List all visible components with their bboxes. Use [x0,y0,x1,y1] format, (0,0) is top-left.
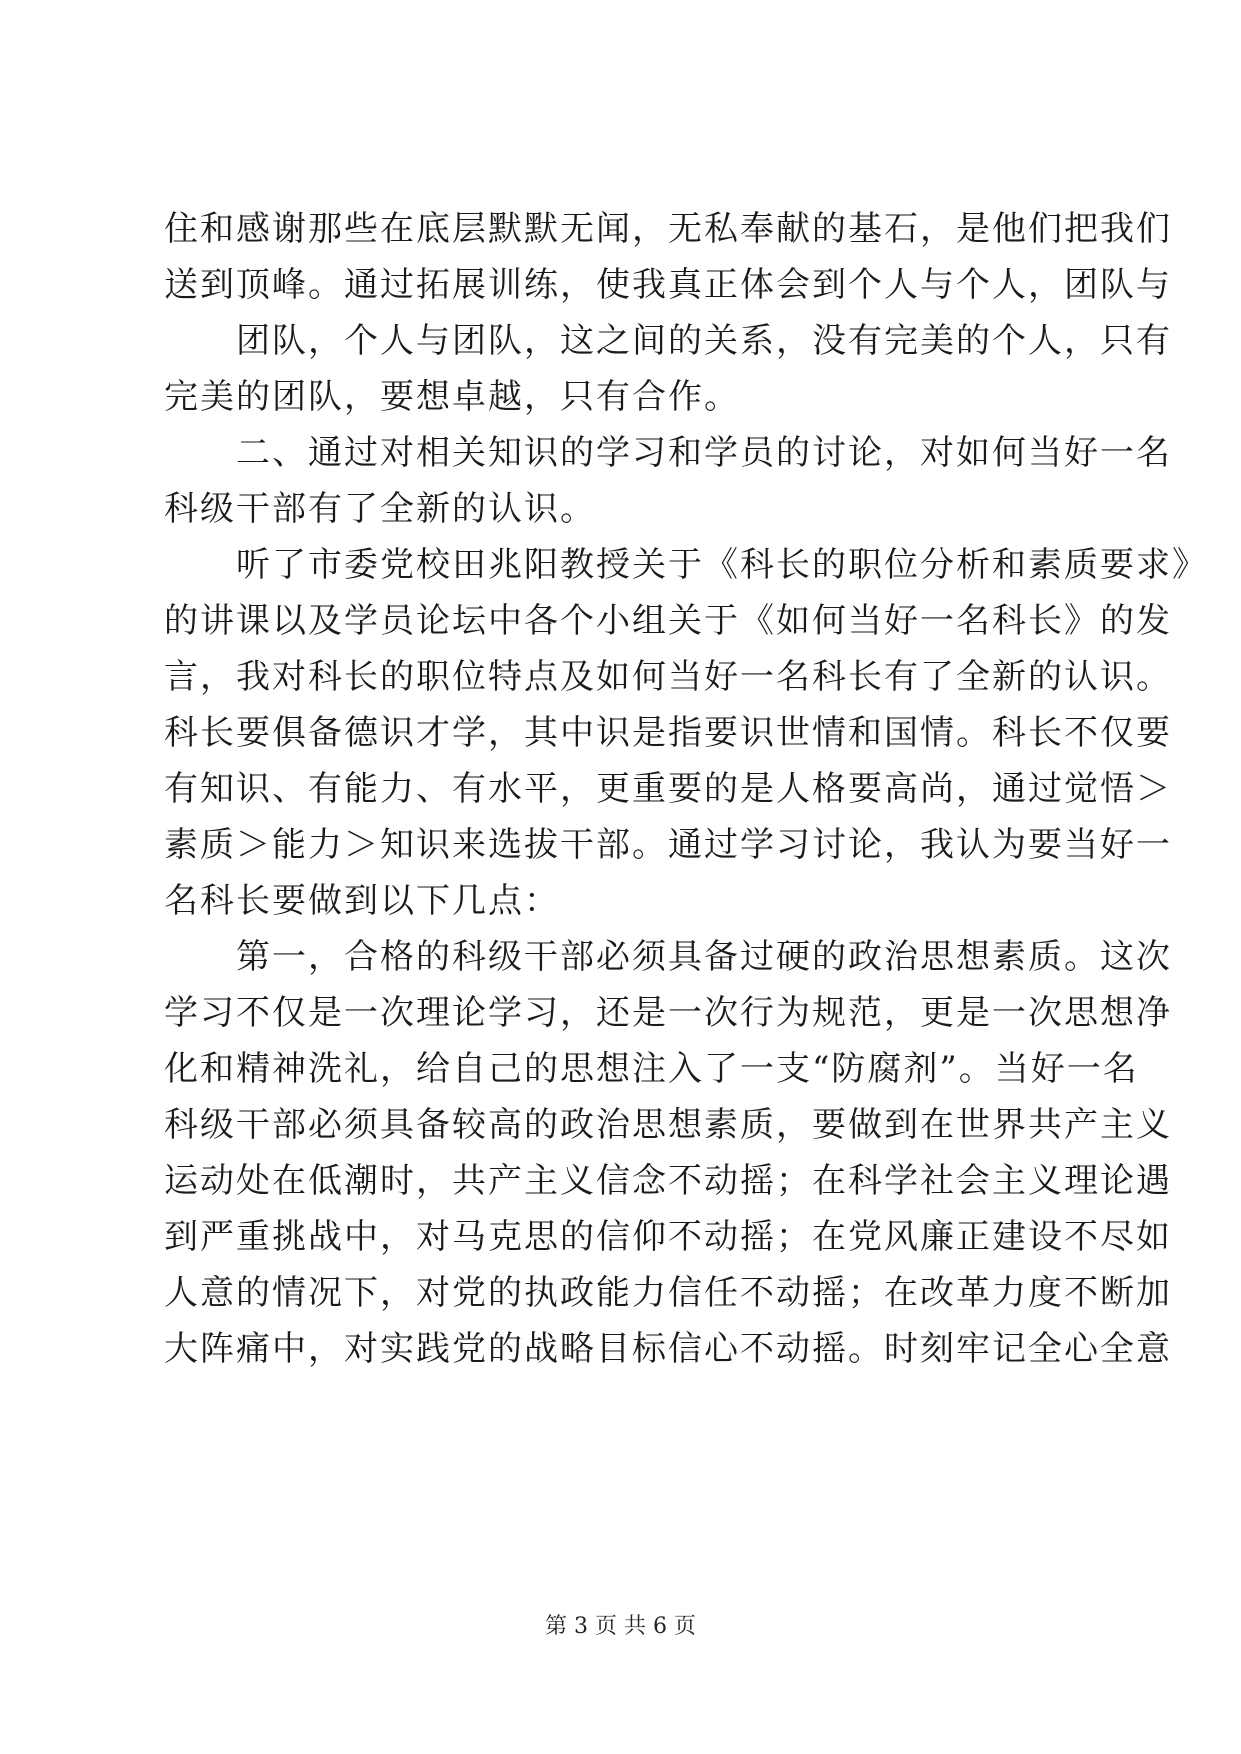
body-line: 人意的情况下，对党的执政能力信任不动摇；在改革力度不断加 [164,1273,1172,1313]
body-line: 科长要俱备德识才学，其中识是指要识世情和国情。科长不仅要 [164,713,1172,753]
body-line: 大阵痛中，对实践党的战略目标信心不动摇。时刻牢记全心全意 [164,1329,1172,1369]
body-line: 有知识、有能力、有水平，更重要的是人格要高尚，通过觉悟＞ [164,769,1172,809]
body-line: 听了市委党校田兆阳教授关于《科长的职位分析和素质要求》 [164,545,1208,585]
body-line: 第一，合格的科级干部必须具备过硬的政治思想素质。这次 [164,937,1172,977]
body-line: 完美的团队，要想卓越，只有合作。 [164,377,740,417]
body-line: 素质＞能力＞知识来选拔干部。通过学习讨论，我认为要当好一 [164,825,1172,865]
body-line: 运动处在低潮时，共产主义信念不动摇；在科学社会主义理论遇 [164,1161,1172,1201]
body-line: 名科长要做到以下几点： [164,881,560,921]
section-heading-line: 科级干部有了全新的认识。 [164,489,596,529]
body-line: 住和感谢那些在底层默默无闻，无私奉献的基石，是他们把我们 [164,209,1172,249]
body-line: 科级干部必须具备较高的政治思想素质，要做到在世界共产主义 [164,1105,1172,1145]
section-heading-line: 二、通过对相关知识的学习和学员的讨论，对如何当好一名 [164,433,1172,473]
body-line: 言，我对科长的职位特点及如何当好一名科长有了全新的认识。 [164,657,1172,697]
body-line: 团队，个人与团队，这之间的关系，没有完美的个人，只有 [164,321,1172,361]
page-number-footer: 第 3 页 共 6 页 [545,1614,696,1639]
body-line: 到严重挑战中，对马克思的信仰不动摇；在党风廉正建设不尽如 [164,1217,1172,1257]
body-line: 学习不仅是一次理论学习，还是一次行为规范，更是一次思想净 [164,993,1172,1033]
body-line: 的讲课以及学员论坛中各个小组关于《如何当好一名科长》的发 [164,601,1172,641]
body-line: 送到顶峰。通过拓展训练，使我真正体会到个人与个人，团队与 [164,265,1172,305]
body-line: 化和精神洗礼，给自己的思想注入了一支“防腐剂”。当好一名 [164,1049,1139,1089]
